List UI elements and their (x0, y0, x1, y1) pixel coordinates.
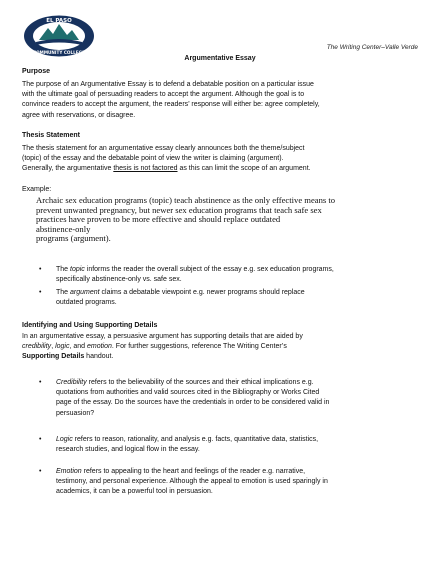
bullet-icon: • (39, 436, 42, 443)
text-fragment: . For further suggestions, reference The Writing Center’s (111, 343, 287, 351)
bullet-icon: • (39, 289, 42, 296)
bullet-emphasis: Credibility (56, 379, 87, 386)
svg-text:EL PASO: EL PASO (46, 18, 72, 24)
bullet-text: academics, it can be a powerful tool in persuasion. (56, 488, 213, 496)
bullet-emphasis: Logic (56, 436, 73, 443)
list-item (39, 378, 416, 419)
purpose-heading: Purpose (22, 68, 51, 75)
thesis-body (22, 144, 418, 175)
thesis-line: The thesis statement for an argumentative essay clearly announces both the theme/subject (22, 145, 305, 152)
bullet-emphasis: topic (70, 266, 85, 273)
text-fragment: , (51, 343, 56, 351)
supporting-body (22, 332, 418, 363)
college-logo (22, 14, 96, 58)
bullet-text: quotations from authorities and valid sources cited in the Bibliography or Works Cited (56, 389, 320, 397)
bullet-text: specifically abstinence-only vs. safe sex. (56, 276, 182, 284)
supporting-line (22, 352, 418, 362)
emphasis-credibility: credibility (22, 343, 52, 351)
bullet-icon: • (39, 379, 42, 386)
bullet-text: informs the reader the overall subject of the essay e.g. sex education programs, (84, 266, 334, 273)
supporting-heading: Identifying and Using Supporting Details (22, 322, 158, 329)
text-fragment: handout. (84, 353, 114, 361)
purpose-body (22, 80, 418, 121)
supporting-line: In an argumentative essay, a persuasive argument has supporting details that are aided by (22, 333, 303, 340)
list-item (39, 265, 416, 285)
example-label: Example: (22, 186, 52, 193)
page-title: Argumentative Essay (184, 55, 256, 62)
bullet-text: claims a debatable viewpoint e.g. newer programs should replace (99, 289, 305, 296)
header-right: The Writing Center–Valle Verde (326, 44, 418, 51)
bullet-icon: • (39, 468, 42, 475)
bullet-text: research studies, and logical flow in the essay. (56, 446, 200, 454)
thesis-line3-after: as this can limit the scope of an argument. (177, 165, 311, 173)
example-line: practices have proven to be more effective and should replace outdated (36, 214, 281, 225)
example-line: abstinence-only (36, 223, 91, 234)
supporting-line (22, 342, 418, 352)
purpose-line: The purpose of an Argumentative Essay is to defend a debatable position on a particular issue (22, 81, 314, 88)
purpose-line: agree with reservations, or disagree. (22, 111, 136, 119)
purpose-line: with the ultimate goal of persuading readers to accept the argument. Although the goal is to (22, 91, 305, 99)
emphasis-logic: logic (55, 343, 70, 351)
handout-name: Supporting Details (22, 353, 85, 361)
text-fragment: , and (69, 343, 87, 351)
bullet-text: refers to reason, rationality, and analysis e.g. facts, quantitative data, statistics, (72, 436, 319, 443)
list-item (39, 435, 416, 455)
bullet-icon: • (39, 266, 42, 273)
bullet-text: refers to the believability of the sources and their ethical implications e.g. (86, 379, 314, 386)
example-body (36, 196, 396, 244)
list-item (39, 467, 416, 498)
bullet-text: The (56, 289, 71, 296)
thesis-heading: Thesis Statement (22, 132, 80, 139)
bullet-text: persuasion? (56, 409, 95, 417)
thesis-line (22, 164, 418, 174)
thesis-line3-before: Generally, the argumentative (22, 165, 114, 173)
thesis-line: (topic) of the essay and the debatable point of view the writer is claiming (argument). (22, 155, 284, 163)
thesis-underlined: thesis is not factored (113, 165, 178, 173)
bullet-emphasis: argument (70, 289, 100, 296)
purpose-line: convince readers to accept the argument, the readers’ response will either be: agree completely, (22, 101, 320, 109)
bullet-emphasis: Emotion (56, 468, 82, 475)
bullet-text: page of the essay. Do the sources have the credentials in order to be considered valid in (56, 399, 330, 407)
bullet-text: The (56, 266, 71, 273)
bullet-text: refers to appealing to the heart and feelings of the reader e.g. narrative, (81, 468, 306, 475)
bullet-text: testimony, and personal experience. Although the appeal to emotion is used sparingly in (56, 478, 328, 486)
example-line: programs (argument). (36, 233, 111, 244)
example-line: Archaic sex education programs (topic) teach abstinence as the only effective means to (36, 195, 336, 205)
list-item (39, 288, 416, 308)
bullet-text: outdated programs. (56, 299, 117, 307)
example-line: prevent unwanted pregnancy, but newer sex education programs that teach safe sex (36, 204, 322, 215)
svg-text:COMMUNITY COLLEGE: COMMUNITY COLLEGE (33, 50, 85, 55)
emphasis-emotion: emotion (87, 343, 112, 351)
